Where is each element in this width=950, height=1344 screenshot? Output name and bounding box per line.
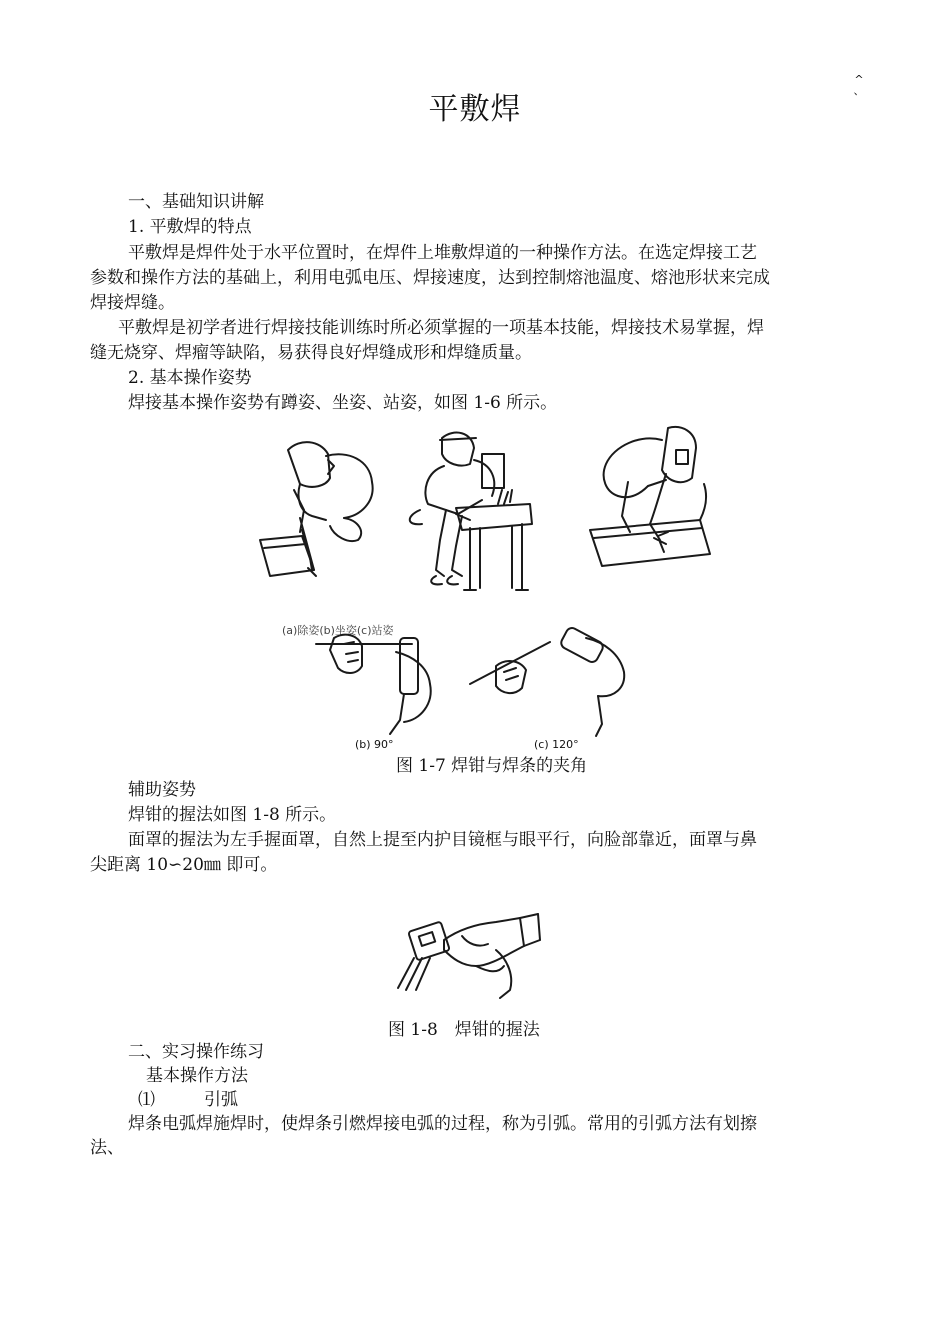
- figure-partial-label: (a)除姿(b)坐姿(c)站姿: [282, 624, 394, 637]
- page-title: 平敷焊: [428, 92, 522, 127]
- paragraph-line: 平敷焊是初学者进行焊接技能训练时所必须掌握的一项基本技能，焊接技术易掌握，焊: [118, 318, 764, 338]
- paragraph-line: 焊钳的握法如图 1-8 所示。: [128, 805, 337, 825]
- welding-postures-figure: [230, 420, 730, 610]
- paragraph-line: 焊接基本操作姿势有蹲姿、坐姿、站姿，如图 1-6 所示。: [128, 393, 558, 413]
- list-item-number: ⑴: [138, 1090, 155, 1110]
- paragraph-line: 法、: [90, 1138, 124, 1158]
- holder-angle-figure: [300, 624, 640, 740]
- subsection-heading-3: 基本操作方法: [146, 1066, 248, 1086]
- holder-grip-figure: [392, 910, 552, 1000]
- paragraph-line: 平敷焊是焊件处于水平位置时，在焊件上堆敷焊道的一种操作方法。在选定焊接工艺: [128, 243, 757, 263]
- holder-90-degree-illustration: [316, 635, 431, 734]
- sitting-welder-illustration: [410, 433, 532, 590]
- squatting-welder-illustration: [260, 442, 373, 576]
- subsection-heading-2: 2. 基本操作姿势: [128, 368, 252, 388]
- paragraph-line: 缝无烧穿、焊瘤等缺陷，易获得良好焊缝成形和焊缝质量。: [90, 343, 532, 363]
- paragraph-line: 参数和操作方法的基础上，利用电弧电压、焊接速度，达到控制熔池温度、熔池形状来完成: [90, 268, 770, 288]
- paragraph-line: 焊条电弧焊施焊时，使焊条引燃焊接电弧的过程，称为引弧。常用的引弧方法有划擦: [128, 1114, 757, 1134]
- holder-120-degree-illustration: [470, 626, 624, 736]
- figure-caption-1-8: 图 1-8 焊钳的握法: [388, 1020, 540, 1040]
- standing-welder-illustration: [590, 427, 710, 566]
- figure-label-c: (c) 120°: [534, 738, 579, 751]
- subsection-heading-1: 1. 平敷焊的特点: [128, 217, 252, 237]
- paragraph-line: 面罩的握法为左手握面罩，自然上提至内护目镜框与眼平行，向脸部靠近，面罩与鼻: [128, 830, 757, 850]
- figure-caption-1-7: 图 1-7 焊钳与焊条的夹角: [396, 756, 588, 776]
- aux-heading: 辅助姿势: [128, 780, 196, 800]
- figure-label-b: (b) 90°: [355, 738, 394, 751]
- section2-heading: 二、实习操作练习: [128, 1042, 264, 1062]
- corner-mark: ^ 、: [853, 73, 865, 97]
- paragraph-line: 尖距离 10∽20㎜ 即可。: [90, 855, 278, 875]
- section1-heading: 一、基础知识讲解: [128, 192, 264, 212]
- list-item-label: 引弧: [204, 1090, 238, 1110]
- paragraph-line: 焊接焊缝。: [90, 293, 175, 313]
